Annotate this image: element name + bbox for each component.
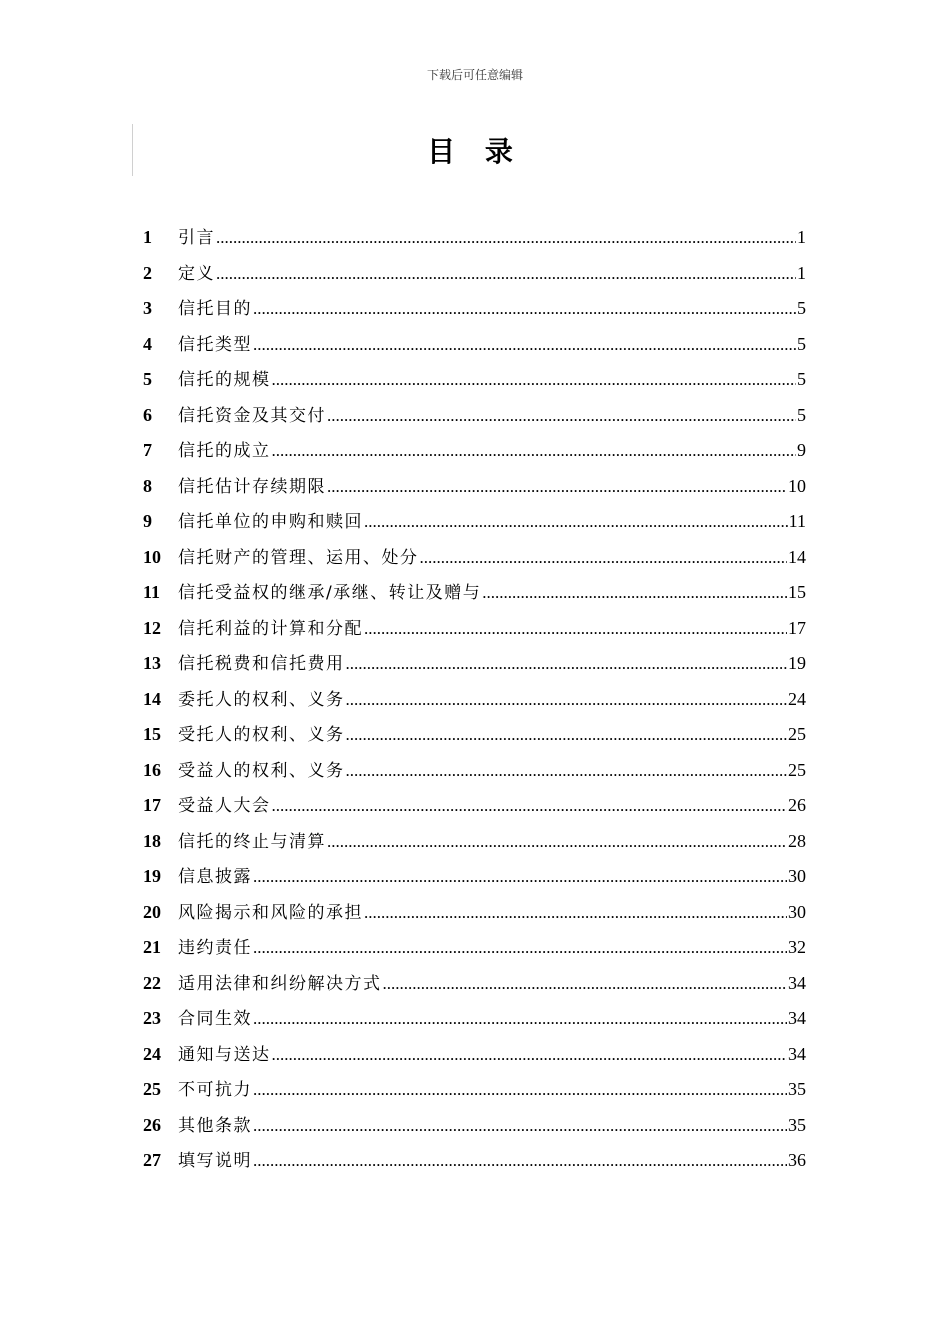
toc-entry[interactable] xyxy=(143,1001,806,1037)
toc-entry-page[interactable]: 15 xyxy=(788,582,806,602)
toc-entry-page[interactable]: 26 xyxy=(788,795,806,815)
toc-entry-page[interactable]: 1 xyxy=(797,227,806,247)
toc-entry[interactable] xyxy=(143,930,806,966)
toc-dot-leader xyxy=(253,1108,787,1144)
toc-entry-page[interactable]: 28 xyxy=(788,830,806,851)
toc-dot-leader xyxy=(272,788,788,824)
toc-dot-leader xyxy=(253,930,787,966)
toc-entry-page[interactable]: 5 xyxy=(797,369,806,389)
toc-entry-title[interactable]: 信托估计存续期限 xyxy=(178,476,326,497)
toc-entry-page[interactable]: 30 xyxy=(788,866,806,886)
toc-dot-leader xyxy=(346,646,788,682)
toc-entry-page[interactable]: 25 xyxy=(788,759,806,780)
toc-entry-title[interactable]: 信托财产的管理、运用、处分 xyxy=(178,547,419,568)
toc-entry-number: 11 xyxy=(143,582,161,602)
toc-entry-page[interactable]: 35 xyxy=(788,1079,806,1099)
toc-entry-page[interactable]: 14 xyxy=(788,546,806,567)
toc-entry[interactable] xyxy=(143,362,806,398)
toc-entry-number: 5 xyxy=(143,369,152,389)
toc-dot-leader xyxy=(253,327,796,363)
toc-entry[interactable] xyxy=(143,291,806,327)
toc-entry-title[interactable]: 信托的规模 xyxy=(178,370,271,390)
toc-entry-page[interactable]: 34 xyxy=(788,972,806,993)
toc-entry-title[interactable]: 信息披露 xyxy=(178,867,252,887)
toc-entry-page[interactable]: 34 xyxy=(788,1043,806,1064)
toc-dot-leader xyxy=(364,611,787,647)
toc-dot-leader xyxy=(364,504,788,540)
toc-entry-page[interactable]: 19 xyxy=(788,653,806,673)
toc-entry-title[interactable]: 通知与送达 xyxy=(178,1044,271,1065)
toc-dot-leader xyxy=(253,859,787,895)
toc-entry-number: 16 xyxy=(143,759,161,780)
toc-entry[interactable] xyxy=(143,398,806,434)
toc-dot-leader xyxy=(327,824,787,860)
toc-entry-page[interactable]: 17 xyxy=(788,617,806,638)
toc-entry-page[interactable]: 30 xyxy=(788,901,806,922)
toc-entry-title[interactable]: 信托类型 xyxy=(178,334,252,355)
toc-entry-title[interactable]: 信托单位的申购和赎回 xyxy=(178,512,363,532)
toc-entry-title[interactable]: 适用法律和纠纷解决方式 xyxy=(178,973,382,994)
toc-entry-number: 22 xyxy=(143,972,161,993)
toc-entry-page[interactable]: 5 xyxy=(797,298,806,318)
toc-entry[interactable] xyxy=(143,575,806,611)
toc-entry[interactable] xyxy=(143,788,806,824)
toc-dot-leader xyxy=(216,256,796,292)
toc-dot-leader xyxy=(327,398,796,434)
toc-entry-title[interactable]: 风险揭示和风险的承担 xyxy=(178,902,363,923)
toc-entry-number: 2 xyxy=(143,262,152,283)
toc-entry-title[interactable]: 违约责任 xyxy=(178,938,252,958)
toc-entry-number: 6 xyxy=(143,404,152,425)
toc-entry-number: 26 xyxy=(143,1114,161,1135)
toc-entry-number: 20 xyxy=(143,901,161,922)
toc-entry[interactable] xyxy=(143,646,806,682)
toc-dot-leader xyxy=(272,362,797,398)
toc-entry-number: 7 xyxy=(143,440,152,460)
toc-entry-number: 24 xyxy=(143,1043,161,1064)
toc-entry-title[interactable]: 信托的成立 xyxy=(178,441,271,461)
toc-entry[interactable] xyxy=(143,504,806,540)
toc-entry-number: 14 xyxy=(143,688,161,709)
toc-entry-title[interactable]: 受益人大会 xyxy=(178,796,271,816)
toc-entry-page[interactable]: 25 xyxy=(788,724,806,744)
toc-dot-leader xyxy=(420,540,788,576)
toc-entry-title[interactable]: 引言 xyxy=(178,228,215,248)
toc-entry-page[interactable]: 5 xyxy=(797,404,806,425)
toc-entry[interactable] xyxy=(143,682,806,718)
toc-entry-page[interactable]: 5 xyxy=(797,333,806,354)
toc-dot-leader xyxy=(346,717,788,753)
page-header-note: 下载后可任意编辑 xyxy=(426,68,523,82)
toc-entry[interactable] xyxy=(143,824,806,860)
toc-entry-number: 3 xyxy=(143,298,152,318)
toc-entry-number: 8 xyxy=(143,475,152,496)
toc-dot-leader xyxy=(253,1072,787,1108)
toc-entry-page[interactable]: 10 xyxy=(788,475,806,496)
toc-entry-number: 12 xyxy=(143,617,161,638)
toc-entry-title[interactable]: 信托资金及其交付 xyxy=(178,405,326,426)
toc-entry-number: 17 xyxy=(143,795,161,815)
toc-dot-leader xyxy=(253,1001,787,1037)
toc-entry[interactable] xyxy=(143,717,806,753)
toc-entry[interactable] xyxy=(143,469,806,505)
toc-entry[interactable] xyxy=(143,611,806,647)
toc-entry[interactable] xyxy=(143,433,806,469)
toc-dot-leader xyxy=(346,753,788,789)
toc-entry-number: 19 xyxy=(143,866,161,886)
toc-entry[interactable] xyxy=(143,1037,806,1073)
toc-entry-title[interactable]: 定义 xyxy=(178,263,215,284)
toc-entry-page[interactable]: 9 xyxy=(797,440,806,460)
toc-entry-title[interactable]: 信托目的 xyxy=(178,299,252,319)
toc-dot-leader xyxy=(327,469,787,505)
toc-entry-number: 21 xyxy=(143,937,161,957)
toc-entry-title[interactable]: 委托人的权利、义务 xyxy=(178,689,345,710)
toc-entry-number: 4 xyxy=(143,333,152,354)
toc-dot-leader xyxy=(383,966,788,1002)
toc-entry-title[interactable]: 信托利益的计算和分配 xyxy=(178,618,363,639)
toc-entry-title[interactable]: 受益人的权利、义务 xyxy=(178,760,345,781)
toc-entry[interactable] xyxy=(143,966,806,1002)
toc-entry-number: 9 xyxy=(143,511,152,531)
toc-entry[interactable] xyxy=(143,859,806,895)
toc-entry-title[interactable]: 受托人的权利、义务 xyxy=(178,725,345,745)
toc-entry[interactable] xyxy=(143,1143,806,1179)
toc-dot-leader xyxy=(253,291,796,327)
toc-entry-number: 13 xyxy=(143,653,161,673)
toc-entry-title[interactable]: 其他条款 xyxy=(178,1115,252,1136)
toc-entry-title[interactable]: 填写说明 xyxy=(178,1151,252,1171)
toc-entry-title[interactable]: 合同生效 xyxy=(178,1009,252,1029)
toc-entry-number: 15 xyxy=(143,724,161,744)
toc-dot-leader xyxy=(272,1037,788,1073)
toc-dot-leader xyxy=(482,575,787,611)
toc-entry-page[interactable]: 35 xyxy=(788,1114,806,1135)
page-title: 目 录 xyxy=(427,135,523,168)
toc-entry[interactable] xyxy=(143,1072,806,1108)
toc-entry[interactable] xyxy=(143,895,806,931)
toc-dot-leader xyxy=(216,220,796,256)
toc-entry-title[interactable]: 信托受益权的继承/承继、转让及赠与 xyxy=(178,583,482,603)
toc-entry-page[interactable]: 11 xyxy=(788,511,806,531)
toc-entry[interactable] xyxy=(143,256,806,292)
toc-entry-page[interactable]: 36 xyxy=(788,1150,806,1170)
toc-entry[interactable] xyxy=(143,1108,806,1144)
toc-dot-leader xyxy=(272,433,797,469)
toc-entry-number: 10 xyxy=(143,546,161,567)
toc-entry-number: 27 xyxy=(143,1150,161,1170)
toc-entry[interactable] xyxy=(143,540,806,576)
toc-entry-title[interactable]: 信托的终止与清算 xyxy=(178,831,326,852)
toc-entry-page[interactable]: 1 xyxy=(797,262,806,283)
table-of-contents xyxy=(143,220,806,1179)
toc-entry-number: 18 xyxy=(143,830,161,851)
toc-entry-title[interactable]: 信托税费和信托费用 xyxy=(178,654,345,674)
toc-entry-number: 1 xyxy=(143,227,152,247)
toc-dot-leader xyxy=(346,682,788,718)
toc-entry-page[interactable]: 24 xyxy=(788,688,806,709)
toc-dot-leader xyxy=(364,895,787,931)
toc-entry[interactable] xyxy=(143,753,806,789)
toc-entry-number: 25 xyxy=(143,1079,161,1099)
toc-dot-leader xyxy=(253,1143,787,1179)
toc-entry[interactable] xyxy=(143,327,806,363)
toc-entry-title[interactable]: 不可抗力 xyxy=(178,1080,252,1100)
toc-entry[interactable] xyxy=(143,220,806,256)
toc-entry-page[interactable]: 32 xyxy=(788,937,806,957)
toc-entry-page[interactable]: 34 xyxy=(788,1008,806,1028)
toc-entry-number: 23 xyxy=(143,1008,161,1028)
